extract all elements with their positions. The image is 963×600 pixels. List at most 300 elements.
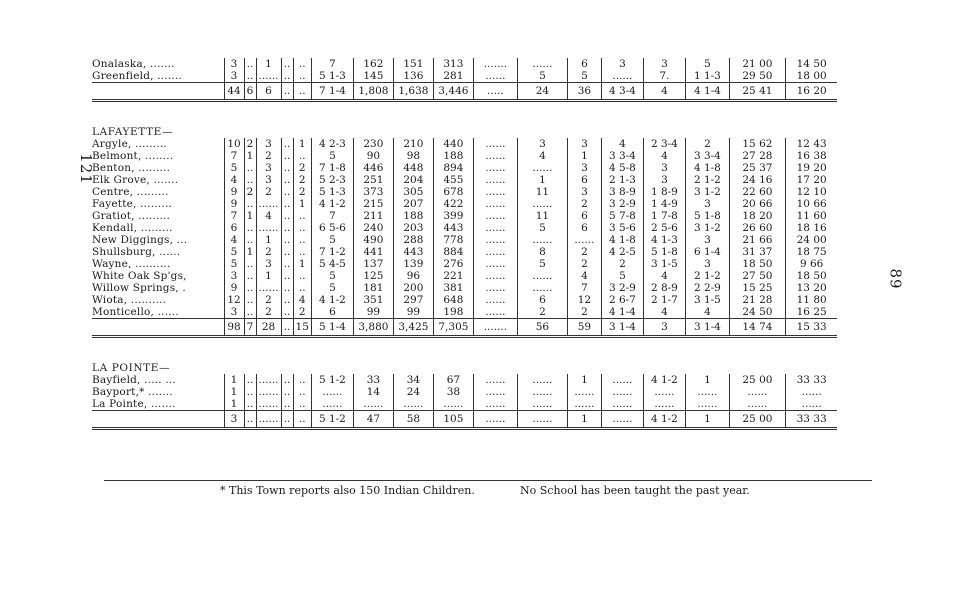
table-cell: 1 1-3	[685, 70, 729, 83]
table-cell: 12	[224, 294, 244, 306]
spacer-row	[92, 337, 837, 359]
table-cell: 381	[433, 282, 473, 294]
table-cell: 4	[567, 270, 601, 282]
table-cell: ......	[473, 186, 517, 198]
table-cell: 99	[393, 306, 433, 319]
table-cell: 188	[433, 150, 473, 162]
table-cell: 4 1-2	[643, 374, 685, 386]
table-row	[92, 386, 837, 398]
table-cell: 6	[517, 294, 567, 306]
table-cell: 6	[567, 222, 601, 234]
table-cell: ......	[567, 234, 601, 246]
table-cell: ..	[293, 246, 311, 258]
table-cell: ......	[517, 162, 567, 174]
town-name: White Oak Sp'gs,	[92, 270, 187, 282]
table-cell: ......	[311, 398, 353, 411]
spacer-cell	[92, 337, 837, 359]
table-cell: 443	[393, 246, 433, 258]
table-cell: 3	[256, 162, 281, 174]
table-cell: .......	[473, 58, 517, 70]
table-cell: 3	[567, 186, 601, 198]
table-cell: 4 1-4	[685, 83, 729, 101]
table-cell: 4 1-2	[311, 198, 353, 210]
town-name: Belmont, ........	[92, 150, 174, 162]
table-cell: 4	[643, 150, 685, 162]
table-row	[92, 270, 837, 282]
table-cell: ..	[244, 70, 256, 83]
table-cell: 3	[224, 306, 244, 319]
table-cell: 5 1-2	[311, 374, 353, 386]
table-row	[92, 246, 837, 258]
table-cell: ..	[244, 270, 256, 282]
table-cell: 4 1-3	[643, 234, 685, 246]
table-cell: 446	[353, 162, 393, 174]
table-cell: ..	[281, 319, 293, 337]
town-name: Willow Springs, .	[92, 282, 186, 294]
town-name: Wayne, ..........	[92, 258, 171, 270]
town-name: Argyle, .........	[92, 138, 167, 150]
table-cell: 2	[567, 258, 601, 270]
table-row	[92, 70, 837, 83]
no-school-note: No School has been taught the past year.	[520, 484, 750, 497]
table-cell: 1	[256, 58, 281, 70]
table-row	[92, 374, 837, 386]
table-cell: 1	[244, 150, 256, 162]
table-cell: 12 10	[785, 186, 837, 198]
table-row	[92, 306, 837, 319]
table-cell: 2	[244, 186, 256, 198]
table-cell: 33 33	[785, 411, 837, 429]
table-cell: 443	[433, 222, 473, 234]
table-cell: ......	[517, 398, 567, 411]
table-row	[92, 58, 837, 70]
table-cell: 59	[567, 319, 601, 337]
table-cell: ..	[281, 222, 293, 234]
town-name: Fayette, .........	[92, 198, 172, 210]
table-cell: ..	[244, 386, 256, 398]
table-cell: 15 33	[785, 319, 837, 337]
table-cell: 14 74	[729, 319, 785, 337]
table-cell: 1	[256, 270, 281, 282]
table-cell: 3 1-2	[685, 222, 729, 234]
table-cell: 33 33	[785, 374, 837, 386]
table-cell: 6	[567, 174, 601, 186]
table-cell: ..	[244, 58, 256, 70]
table-cell: ..	[293, 270, 311, 282]
table-cell: 3 1-5	[685, 294, 729, 306]
table-cell: ..	[281, 270, 293, 282]
section-row	[92, 358, 837, 374]
table-cell: 25 00	[729, 374, 785, 386]
table-cell: 2 1-2	[685, 174, 729, 186]
table-cell: ......	[256, 411, 281, 429]
table-cell: 29 50	[729, 70, 785, 83]
table-cell: ......	[256, 70, 281, 83]
table-cell: 13 20	[785, 282, 837, 294]
table-cell: 18 75	[785, 246, 837, 258]
table-cell: 3 1-4	[685, 319, 729, 337]
table-cell: 28	[256, 319, 281, 337]
table-cell: ......	[517, 198, 567, 210]
table-cell: 778	[433, 234, 473, 246]
table-cell: 136	[393, 70, 433, 83]
table-row	[92, 186, 837, 198]
table-cell: 18 50	[785, 270, 837, 282]
table-cell: 2	[685, 138, 729, 150]
table-cell: ......	[567, 398, 601, 411]
table-cell: 2 3-4	[643, 138, 685, 150]
town-name: Wiota, ..........	[92, 294, 167, 306]
table-cell: 4	[224, 234, 244, 246]
table-row	[92, 162, 837, 174]
table-cell: ......	[517, 58, 567, 70]
table-cell: ......	[601, 411, 643, 429]
table-cell: 5 1-4	[311, 319, 353, 337]
table-cell: 4 1-8	[601, 234, 643, 246]
table-cell: 210	[393, 138, 433, 150]
table-cell: 7	[224, 210, 244, 222]
table-cell: 3	[567, 162, 601, 174]
table-cell: 1	[567, 374, 601, 386]
table-cell: 5	[311, 282, 353, 294]
table-cell: 17 20	[785, 174, 837, 186]
table-cell: ..	[281, 58, 293, 70]
table-cell: 33	[353, 374, 393, 386]
table-cell: 4 1-8	[685, 162, 729, 174]
table-cell: ......	[473, 270, 517, 282]
table-cell: 251	[353, 174, 393, 186]
table-cell: ..	[281, 282, 293, 294]
table-cell: 12 43	[785, 138, 837, 150]
table-cell: ......	[685, 398, 729, 411]
footnote: * This Town reports also 150 Indian Children.	[220, 484, 475, 497]
table-cell: ......	[473, 398, 517, 411]
table-cell: ......	[685, 386, 729, 398]
table-cell: 6	[224, 222, 244, 234]
table-cell: 6	[567, 58, 601, 70]
table-cell: ..	[244, 398, 256, 411]
table-cell: 6 1-4	[685, 246, 729, 258]
table-cell: 1	[244, 246, 256, 258]
table-cell: 2 1-3	[601, 174, 643, 186]
table-cell: 490	[353, 234, 393, 246]
table-cell: 5 1-3	[311, 186, 353, 198]
table-cell: 8	[517, 246, 567, 258]
table-cell: 215	[353, 198, 393, 210]
table-cell: 3 3-4	[685, 150, 729, 162]
table-cell: ......	[785, 398, 837, 411]
section-row	[92, 122, 837, 138]
table-cell: 11	[517, 186, 567, 198]
table-cell: 20 66	[729, 198, 785, 210]
table-cell: 884	[433, 246, 473, 258]
table-cell: 351	[353, 294, 393, 306]
table-cell: 3	[256, 138, 281, 150]
town-name: Kendall, .........	[92, 222, 173, 234]
table-cell: 19 20	[785, 162, 837, 174]
table-cell: 22 60	[729, 186, 785, 198]
table-cell: 4	[643, 83, 685, 101]
table-cell: ..	[244, 258, 256, 270]
table-cell: 3	[643, 319, 685, 337]
table-cell: 18 50	[729, 258, 785, 270]
table-row	[92, 150, 837, 162]
table-cell: ......	[473, 162, 517, 174]
table-cell: ..	[244, 306, 256, 319]
table-cell: 7.	[643, 70, 685, 83]
table-cell: 7,305	[433, 319, 473, 337]
table-cell: 34	[393, 374, 433, 386]
table-cell: ......	[517, 411, 567, 429]
table-cell: ......	[567, 386, 601, 398]
table-cell: ..	[281, 258, 293, 270]
table-cell: 455	[433, 174, 473, 186]
table-cell: 2 2-9	[685, 282, 729, 294]
table-cell: ..	[281, 83, 293, 101]
table-cell: 188	[393, 210, 433, 222]
table-cell: 5	[311, 234, 353, 246]
table-cell: ......	[473, 246, 517, 258]
table-row	[92, 258, 837, 270]
table-cell: 3 5-6	[601, 222, 643, 234]
town-name: Gratiot, .........	[92, 210, 171, 222]
table-cell: 441	[353, 246, 393, 258]
table-cell: 373	[353, 186, 393, 198]
table-cell: ..	[293, 70, 311, 83]
table-cell: 5	[224, 258, 244, 270]
table-cell: 98	[393, 150, 433, 162]
table-cell: 4	[643, 306, 685, 319]
table-cell: 4	[685, 306, 729, 319]
table-cell: 5 1-8	[685, 210, 729, 222]
table-row	[92, 138, 837, 150]
town-name: Monticello, ......	[92, 306, 179, 318]
table-cell: 4 2-5	[601, 246, 643, 258]
table-cell: 678	[433, 186, 473, 198]
table-cell: 4 1-2	[311, 294, 353, 306]
table-cell: 15 25	[729, 282, 785, 294]
table-cell: 5	[224, 162, 244, 174]
table-cell: ......	[601, 398, 643, 411]
table-cell: 1	[567, 411, 601, 429]
table-cell: ......	[517, 234, 567, 246]
table-cell: ..	[244, 222, 256, 234]
table-row	[92, 174, 837, 186]
table-cell: 3	[517, 138, 567, 150]
table-cell: 440	[433, 138, 473, 150]
table-cell: ......	[473, 234, 517, 246]
table-cell: 198	[433, 306, 473, 319]
table-cell: 1	[224, 398, 244, 411]
table-cell: 288	[393, 234, 433, 246]
town-name: Greenfield, .......	[92, 70, 182, 82]
table-cell: ......	[256, 198, 281, 210]
table-cell: 5	[224, 246, 244, 258]
table-cell: ..	[281, 398, 293, 411]
table-cell: ..	[293, 374, 311, 386]
town-name: Benton, .........	[92, 162, 171, 174]
table-cell: 44	[224, 83, 244, 101]
table-cell: 2	[293, 162, 311, 174]
table-cell: ..	[293, 222, 311, 234]
total-row	[92, 411, 837, 429]
table-cell: 2 1-2	[685, 270, 729, 282]
total-row	[92, 319, 837, 337]
table-cell: 3 2-9	[601, 198, 643, 210]
table-cell: ..	[293, 386, 311, 398]
table-cell: 56	[517, 319, 567, 337]
table-cell: ..	[293, 282, 311, 294]
table-cell: ......	[473, 306, 517, 319]
table-cell: 18 20	[729, 210, 785, 222]
table-cell: 2 8-9	[643, 282, 685, 294]
table-cell: 15 62	[729, 138, 785, 150]
town-name	[92, 83, 224, 101]
table-cell: ..	[281, 186, 293, 198]
table-cell: ..	[293, 398, 311, 411]
table-cell: 21 00	[729, 58, 785, 70]
table-cell: 4	[601, 138, 643, 150]
table-cell: 24	[517, 83, 567, 101]
spacer-cell	[92, 101, 837, 123]
table-cell: 16 38	[785, 150, 837, 162]
table-cell: 2	[567, 198, 601, 210]
table-cell: 14 50	[785, 58, 837, 70]
table-cell: 2	[293, 174, 311, 186]
table-cell: ..	[293, 210, 311, 222]
table-cell: 16 25	[785, 306, 837, 319]
table-cell: 2	[601, 258, 643, 270]
table-cell: 297	[393, 294, 433, 306]
table-cell: 7 1-8	[311, 162, 353, 174]
table-cell: ..	[281, 306, 293, 319]
table-cell: 1	[685, 411, 729, 429]
table-cell: 1	[224, 374, 244, 386]
table-cell: 18 16	[785, 222, 837, 234]
table-cell: 2	[256, 294, 281, 306]
table-cell: 9	[224, 186, 244, 198]
table-cell: ......	[517, 386, 567, 398]
table-cell: .....	[473, 83, 517, 101]
table-cell: 90	[353, 150, 393, 162]
table-cell: 6	[256, 83, 281, 101]
table-cell: 67	[433, 374, 473, 386]
table-cell: 2	[567, 306, 601, 319]
table-cell: ..	[244, 174, 256, 186]
table-cell: ..	[281, 374, 293, 386]
table-cell: 47	[353, 411, 393, 429]
table-cell: 25 37	[729, 162, 785, 174]
page-number-right: 89	[886, 268, 905, 290]
table-cell: 27 50	[729, 270, 785, 282]
table-cell: 5	[601, 270, 643, 282]
table-cell: 6	[244, 83, 256, 101]
table-cell: 200	[393, 282, 433, 294]
town-name	[92, 319, 224, 337]
table-cell: 105	[433, 411, 473, 429]
table-cell: 4 1-4	[601, 306, 643, 319]
table-row	[92, 294, 837, 306]
table-cell: ......	[517, 282, 567, 294]
table-cell: ......	[643, 386, 685, 398]
table-cell: 1	[224, 386, 244, 398]
table-cell: 3 1-4	[601, 319, 643, 337]
town-name: Onalaska, .......	[92, 58, 175, 70]
table-cell: 5	[517, 258, 567, 270]
table-cell: 10	[224, 138, 244, 150]
table-cell: 1 7-8	[643, 210, 685, 222]
table-cell: 2	[293, 186, 311, 198]
section-heading: LAFAYETTE—	[92, 126, 174, 138]
table-cell: ......	[473, 282, 517, 294]
table-cell: ......	[473, 258, 517, 270]
table-cell: 1	[685, 374, 729, 386]
table-cell: 7	[567, 282, 601, 294]
table-cell: 2 1-7	[643, 294, 685, 306]
table-row	[92, 234, 837, 246]
statistics-table	[92, 58, 837, 430]
table-cell: ......	[256, 222, 281, 234]
table-row	[92, 282, 837, 294]
total-row	[92, 83, 837, 101]
table-cell: 203	[393, 222, 433, 234]
table-cell: 5	[517, 70, 567, 83]
table-cell: 3 2-9	[601, 282, 643, 294]
table-cell: ..	[281, 70, 293, 83]
table-cell: 10 66	[785, 198, 837, 210]
table-cell: ......	[517, 270, 567, 282]
table-cell: ......	[601, 374, 643, 386]
table-cell: 448	[393, 162, 433, 174]
table-cell: ......	[517, 374, 567, 386]
table-cell: 151	[393, 58, 433, 70]
table-cell: 11 80	[785, 294, 837, 306]
table-cell: 3	[567, 138, 601, 150]
table-cell: 3 3-4	[601, 150, 643, 162]
town-name: New Diggings, ...	[92, 234, 188, 246]
table-cell: 9	[224, 198, 244, 210]
table-cell: 24 00	[785, 234, 837, 246]
table-cell: 3	[643, 58, 685, 70]
table-cell: 3	[256, 174, 281, 186]
table-cell: 5	[517, 222, 567, 234]
table-cell: ..	[281, 138, 293, 150]
table-cell: ..	[244, 162, 256, 174]
table-cell: ..	[293, 150, 311, 162]
table-cell: 1,808	[353, 83, 393, 101]
table-cell: 4	[224, 174, 244, 186]
table-cell: 399	[433, 210, 473, 222]
table-cell: 2	[256, 150, 281, 162]
table-cell: 5 1-3	[311, 70, 353, 83]
table-cell: ......	[785, 386, 837, 398]
table-cell: 9 66	[785, 258, 837, 270]
table-cell: ......	[729, 398, 785, 411]
table-cell: 125	[353, 270, 393, 282]
table-cell: 3	[224, 58, 244, 70]
table-cell: 3	[685, 258, 729, 270]
table-cell: 9	[224, 282, 244, 294]
spacer-row	[92, 101, 837, 123]
table-cell: 2	[517, 306, 567, 319]
table-cell: 204	[393, 174, 433, 186]
table-cell: 1,638	[393, 83, 433, 101]
table-cell: 240	[353, 222, 393, 234]
table-cell: 7	[311, 210, 353, 222]
table-cell: 3	[685, 234, 729, 246]
table-cell: ..	[244, 294, 256, 306]
table-cell: 36	[567, 83, 601, 101]
